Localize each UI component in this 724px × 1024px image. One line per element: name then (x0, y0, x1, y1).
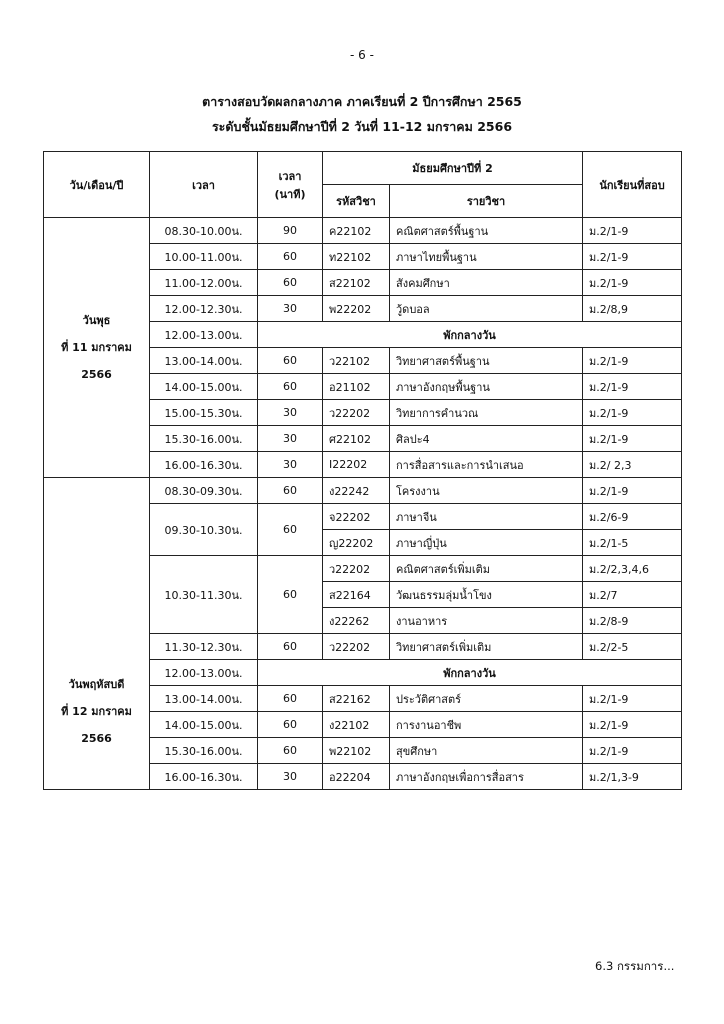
time-cell: 11.30-12.30น. (150, 634, 258, 660)
duration-cell: 60 (258, 686, 323, 712)
document-title: ตารางสอบวัดผลกลางภาค ภาคเรียนที่ 2 ปีการศึกษา 2565 (202, 94, 522, 109)
code-cell: ว22202 (323, 634, 390, 660)
header-level: มัธยมศึกษาปีที่ 2 (323, 152, 583, 185)
time-cell: 13.00-14.00น. (150, 348, 258, 374)
page-number: - 6 - (350, 48, 374, 62)
students-cell: ม.2/1-9 (583, 244, 682, 270)
students-cell: ม.2/8-9 (583, 608, 682, 634)
duration-cell: 90 (258, 218, 323, 244)
day1-weekday: วันพุธ (82, 314, 111, 327)
header-date: วัน/เดือน/ปี (44, 152, 150, 218)
time-cell: 15.30-16.00น. (150, 426, 258, 452)
subject-cell: วู้ดบอล (390, 296, 583, 322)
code-cell: ว22202 (323, 400, 390, 426)
duration-cell: 60 (258, 712, 323, 738)
subject-cell: สังคมศึกษา (390, 270, 583, 296)
subject-cell: วิทยาศาสตร์เพิ่มเติม (390, 634, 583, 660)
subject-cell: การงานอาชีพ (390, 712, 583, 738)
time-cell: 09.30-10.30น. (150, 504, 258, 556)
subject-cell: ภาษาอังกฤษเพื่อการสื่อสาร (390, 764, 583, 790)
subject-cell: ภาษาไทยพื้นฐาน (390, 244, 583, 270)
code-cell: พ22202 (323, 296, 390, 322)
duration-cell: 60 (258, 244, 323, 270)
subject-cell: วิทยาการคำนวณ (390, 400, 583, 426)
time-cell: 08.30-09.30น. (150, 478, 258, 504)
table-row (44, 478, 682, 504)
code-cell: จ22202 (323, 504, 390, 530)
code-cell: ง22242 (323, 478, 390, 504)
time-cell: 10.30-11.30น. (150, 556, 258, 634)
time-cell: 16.00-16.30น. (150, 764, 258, 790)
subject-cell: ประวัติศาสตร์ (390, 686, 583, 712)
header-students: นักเรียนที่สอบ (583, 152, 682, 218)
day1-date: ที่ 11 มกราคม (61, 341, 132, 354)
duration-cell: 60 (258, 556, 323, 634)
students-cell: ม.2/1-9 (583, 712, 682, 738)
code-cell: ง22102 (323, 712, 390, 738)
table-row (44, 218, 682, 244)
students-cell: ม.2/1-9 (583, 218, 682, 244)
duration-cell: 60 (258, 504, 323, 556)
header-time: เวลา (150, 152, 258, 218)
header-duration-line1: เวลา (278, 169, 302, 183)
subject-cell: สุขศึกษา (390, 738, 583, 764)
header-code: รหัสวิชา (323, 185, 390, 218)
time-cell: 08.30-10.00น. (150, 218, 258, 244)
students-cell: ม.2/1-9 (583, 348, 682, 374)
header-row (44, 152, 682, 185)
students-cell: ม.2/1-9 (583, 478, 682, 504)
time-cell: 14.00-15.00น. (150, 374, 258, 400)
code-cell: พ22102 (323, 738, 390, 764)
students-cell: ม.2/ 2,3 (583, 452, 682, 478)
day2-year: 2566 (81, 731, 112, 745)
duration-cell: 60 (258, 374, 323, 400)
code-cell: ง22262 (323, 608, 390, 634)
time-cell: 16.00-16.30น. (150, 452, 258, 478)
students-cell: ม.2/1,3-9 (583, 764, 682, 790)
students-cell: ม.2/1-5 (583, 530, 682, 556)
subject-cell: คณิตศาสตร์พื้นฐาน (390, 218, 583, 244)
lunch-break-label: พักกลางวัน (258, 322, 682, 348)
students-cell: ม.2/1-9 (583, 426, 682, 452)
code-cell: อ22204 (323, 764, 390, 790)
students-cell: ม.2/1-9 (583, 738, 682, 764)
time-cell: 15.00-15.30น. (150, 400, 258, 426)
students-cell: ม.2/2-5 (583, 634, 682, 660)
time-cell: 11.00-12.00น. (150, 270, 258, 296)
subject-cell: ศิลปะ4 (390, 426, 583, 452)
duration-cell: 30 (258, 400, 323, 426)
day1-date-cell (44, 218, 150, 478)
header-duration (258, 152, 323, 218)
time-cell: 12.00-13.00น. (150, 322, 258, 348)
document-subtitle: ระดับชั้นมัธยมศึกษาปีที่ 2 วันที่ 11-12 มกราคม 2566 (211, 119, 513, 134)
day1-year: 2566 (81, 368, 112, 381)
subject-cell: วิทยาศาสตร์พื้นฐาน (390, 348, 583, 374)
continuation-note: 6.3 กรรมการ... (595, 959, 675, 973)
code-cell: ญ22202 (323, 530, 390, 556)
duration-cell: 60 (258, 270, 323, 296)
subject-cell: ภาษาจีน (390, 504, 583, 530)
duration-cell: 30 (258, 452, 323, 478)
code-cell: ส22102 (323, 270, 390, 296)
duration-cell: 60 (258, 634, 323, 660)
subject-cell: งานอาหาร (390, 608, 583, 634)
students-cell: ม.2/7 (583, 582, 682, 608)
subject-cell: ภาษาอังกฤษพื้นฐาน (390, 374, 583, 400)
duration-cell: 60 (258, 348, 323, 374)
students-cell: ม.2/6-9 (583, 504, 682, 530)
subject-cell: ภาษาญี่ปุ่น (390, 530, 583, 556)
subject-cell: วัฒนธรรมลุ่มน้ำโขง (390, 582, 583, 608)
code-cell: ศ22102 (323, 426, 390, 452)
duration-cell: 60 (258, 478, 323, 504)
time-cell: 12.00-13.00น. (150, 660, 258, 686)
time-cell: 15.30-16.00น. (150, 738, 258, 764)
code-cell: ส22164 (323, 582, 390, 608)
duration-cell: 30 (258, 426, 323, 452)
duration-cell: 60 (258, 738, 323, 764)
duration-cell: 30 (258, 296, 323, 322)
code-cell: ว22202 (323, 556, 390, 582)
students-cell: ม.2/1-9 (583, 374, 682, 400)
code-cell: I22202 (323, 452, 390, 478)
time-cell: 12.00-12.30น. (150, 296, 258, 322)
subject-cell: โครงงาน (390, 478, 583, 504)
lunch-break-label: พักกลางวัน (258, 660, 682, 686)
subject-cell: คณิตศาสตร์เพิ่มเติม (390, 556, 583, 582)
exam-schedule-table (43, 151, 682, 790)
students-cell: ม.2/8,9 (583, 296, 682, 322)
students-cell: ม.2/1-9 (583, 686, 682, 712)
students-cell: ม.2/1-9 (583, 270, 682, 296)
code-cell: อ21102 (323, 374, 390, 400)
day2-date-cell (44, 478, 150, 790)
subject-cell: การสื่อสารและการนำเสนอ (390, 452, 583, 478)
code-cell: ท22102 (323, 244, 390, 270)
code-cell: ค22102 (323, 218, 390, 244)
students-cell: ม.2/1-9 (583, 400, 682, 426)
time-cell: 10.00-11.00น. (150, 244, 258, 270)
header-subject: รายวิชา (390, 185, 583, 218)
day2-date: ที่ 12 มกราคม (61, 704, 132, 718)
header-duration-line2: (นาที) (274, 187, 306, 201)
students-cell: ม.2/2,3,4,6 (583, 556, 682, 582)
duration-cell: 30 (258, 764, 323, 790)
time-cell: 14.00-15.00น. (150, 712, 258, 738)
code-cell: ว22102 (323, 348, 390, 374)
code-cell: ส22162 (323, 686, 390, 712)
time-cell: 13.00-14.00น. (150, 686, 258, 712)
day2-weekday: วันพฤหัสบดี (68, 677, 125, 691)
